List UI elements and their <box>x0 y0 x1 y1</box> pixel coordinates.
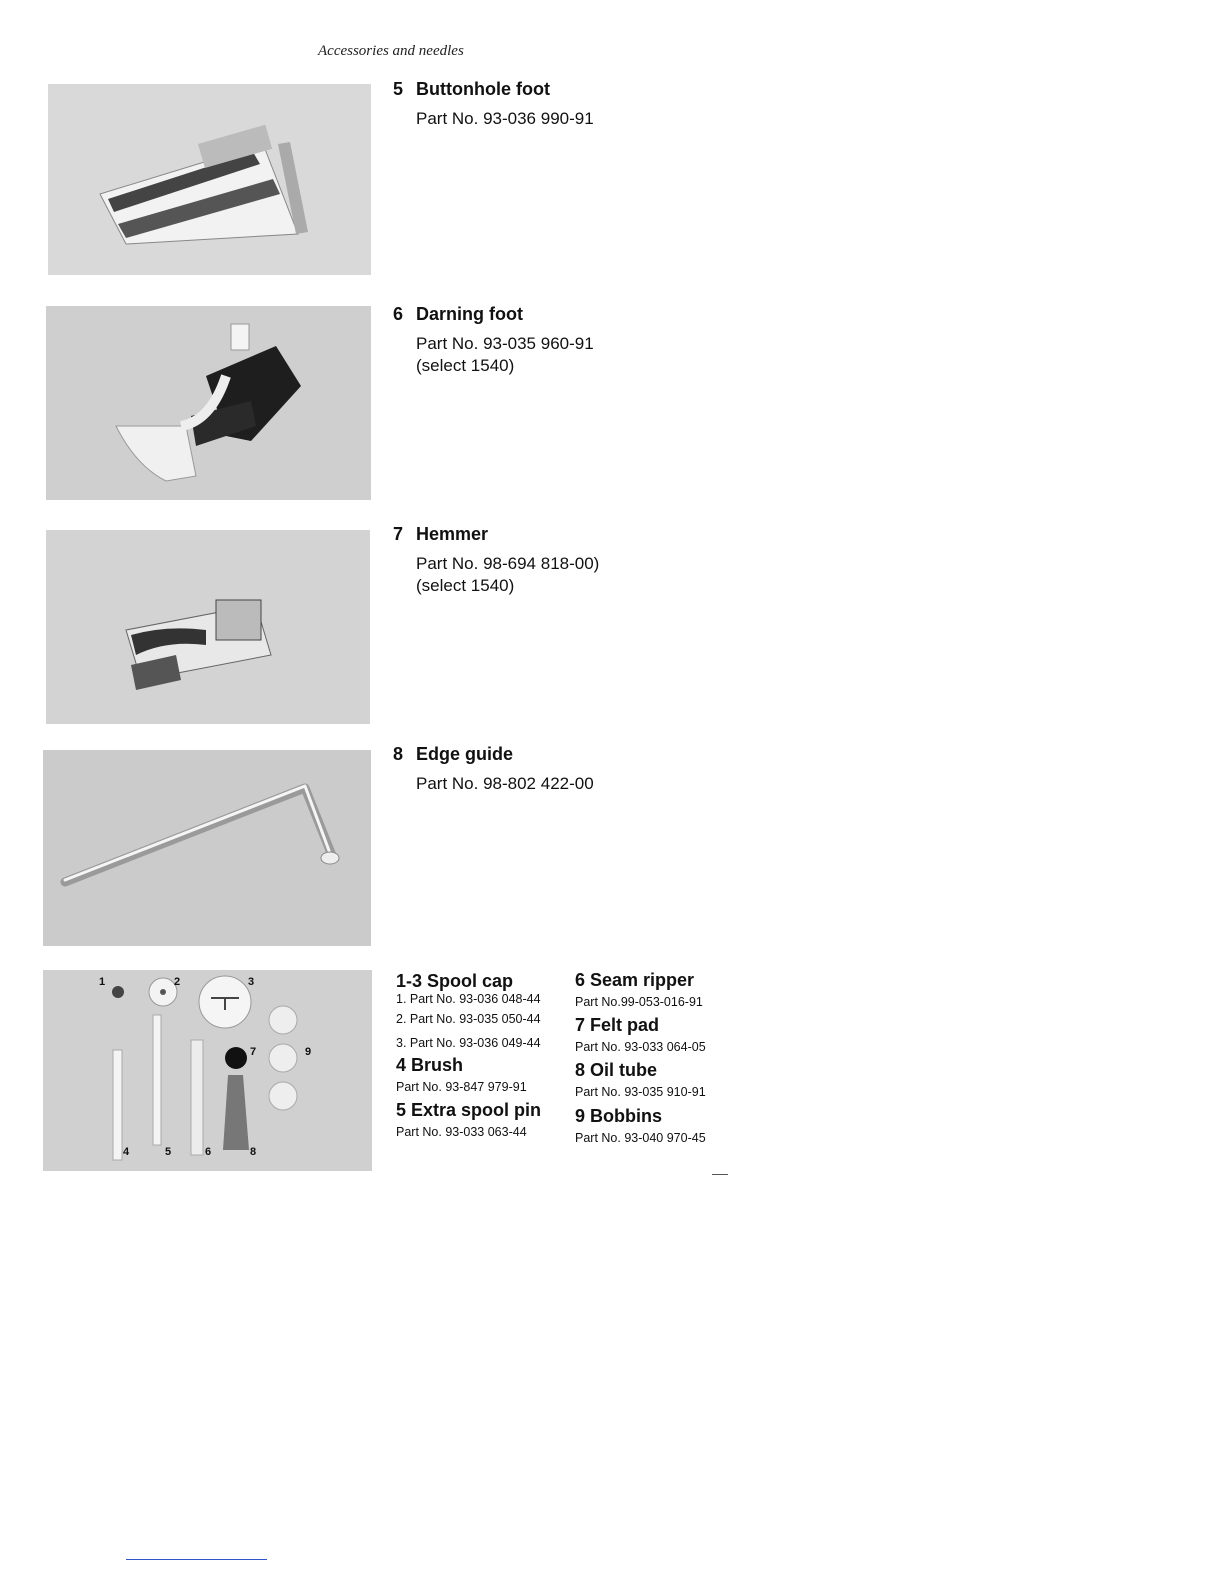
item-buttonhole-foot <box>393 78 594 130</box>
item-note: (select 1540) <box>416 576 515 595</box>
accessories-set-photo <box>43 970 372 1171</box>
accessory-title: 5 Extra spool pin <box>396 1100 542 1120</box>
photo-label-5: 5 <box>165 1146 172 1158</box>
accessory-part: 1. Part No. 93-036 048-44 <box>396 992 541 1006</box>
accessory-part: 2. Part No. 93-035 050-44 <box>396 1012 541 1026</box>
accessory-part: Part No. 93-847 979-91 <box>396 1080 527 1094</box>
accessory-spool-cap <box>396 970 541 1051</box>
hemmer-photo <box>46 530 370 724</box>
accessory-extra-spool-pin <box>396 1099 541 1140</box>
photo-label-7: 7 <box>250 1046 257 1058</box>
accessory-part: 3. Part No. 93-036 049-44 <box>396 1036 541 1050</box>
photo-label-6: 6 <box>205 1146 212 1158</box>
photo-label-4: 4 <box>123 1146 130 1158</box>
item-name: Buttonhole foot <box>416 79 550 99</box>
accessory-part: Part No.99-053-016-91 <box>575 995 703 1009</box>
accessory-felt-pad <box>575 1014 706 1055</box>
item-number: 6 <box>393 304 404 324</box>
item-edge-guide <box>393 743 594 795</box>
darning-foot-photo <box>46 306 371 500</box>
accessory-title: 8 Oil tube <box>575 1060 658 1080</box>
item-hemmer <box>393 523 599 597</box>
accessory-bobbins <box>575 1105 706 1146</box>
item-darning-foot <box>393 303 594 377</box>
item-title <box>393 78 594 100</box>
item-number: 8 <box>393 744 404 764</box>
photo-label-8: 8 <box>250 1146 257 1158</box>
item-note: (select 1540) <box>416 356 515 375</box>
accessory-seam-ripper <box>575 969 703 1010</box>
accessory-oil-tube <box>575 1059 706 1100</box>
item-part-number: Part No. 93-036 990-91 <box>416 109 594 128</box>
accessory-part: Part No. 93-040 970-45 <box>575 1131 706 1145</box>
photo-label-9: 9 <box>305 1046 312 1058</box>
item-name: Edge guide <box>416 744 514 764</box>
item-title <box>393 303 594 325</box>
item-name: Hemmer <box>416 524 489 544</box>
accessory-title: 4 Brush <box>396 1055 464 1075</box>
item-part-number: Part No. 98-694 818-00) <box>416 554 600 573</box>
item-number: 7 <box>393 524 404 544</box>
item-part-number: Part No. 93-035 960-91 <box>416 334 594 353</box>
buttonhole-foot-photo <box>48 84 371 275</box>
item-number: 5 <box>393 79 404 99</box>
accessory-title: 9 Bobbins <box>575 1106 663 1126</box>
accessory-part: Part No. 93-033 064-05 <box>575 1040 706 1054</box>
accessory-brush <box>396 1054 527 1095</box>
accessory-title: 1-3 Spool cap <box>396 971 514 991</box>
photo-label-2: 2 <box>174 976 181 988</box>
accessory-title: 7 Felt pad <box>575 1015 660 1035</box>
item-title <box>393 743 594 765</box>
edge-guide-photo <box>43 750 371 946</box>
item-title <box>393 523 599 545</box>
accessory-part: Part No. 93-035 910-91 <box>575 1085 706 1099</box>
item-name: Darning foot <box>416 304 523 324</box>
photo-label-1: 1 <box>99 976 106 988</box>
photo-label-3: 3 <box>248 976 255 988</box>
item-part-number: Part No. 98-802 422-00 <box>416 774 594 793</box>
page-mark <box>712 1174 728 1175</box>
footer-line <box>126 1559 267 1560</box>
accessory-part: Part No. 93-033 063-44 <box>396 1125 527 1139</box>
accessory-title: 6 Seam ripper <box>575 970 695 990</box>
page-header: Accessories and needles <box>318 43 464 59</box>
